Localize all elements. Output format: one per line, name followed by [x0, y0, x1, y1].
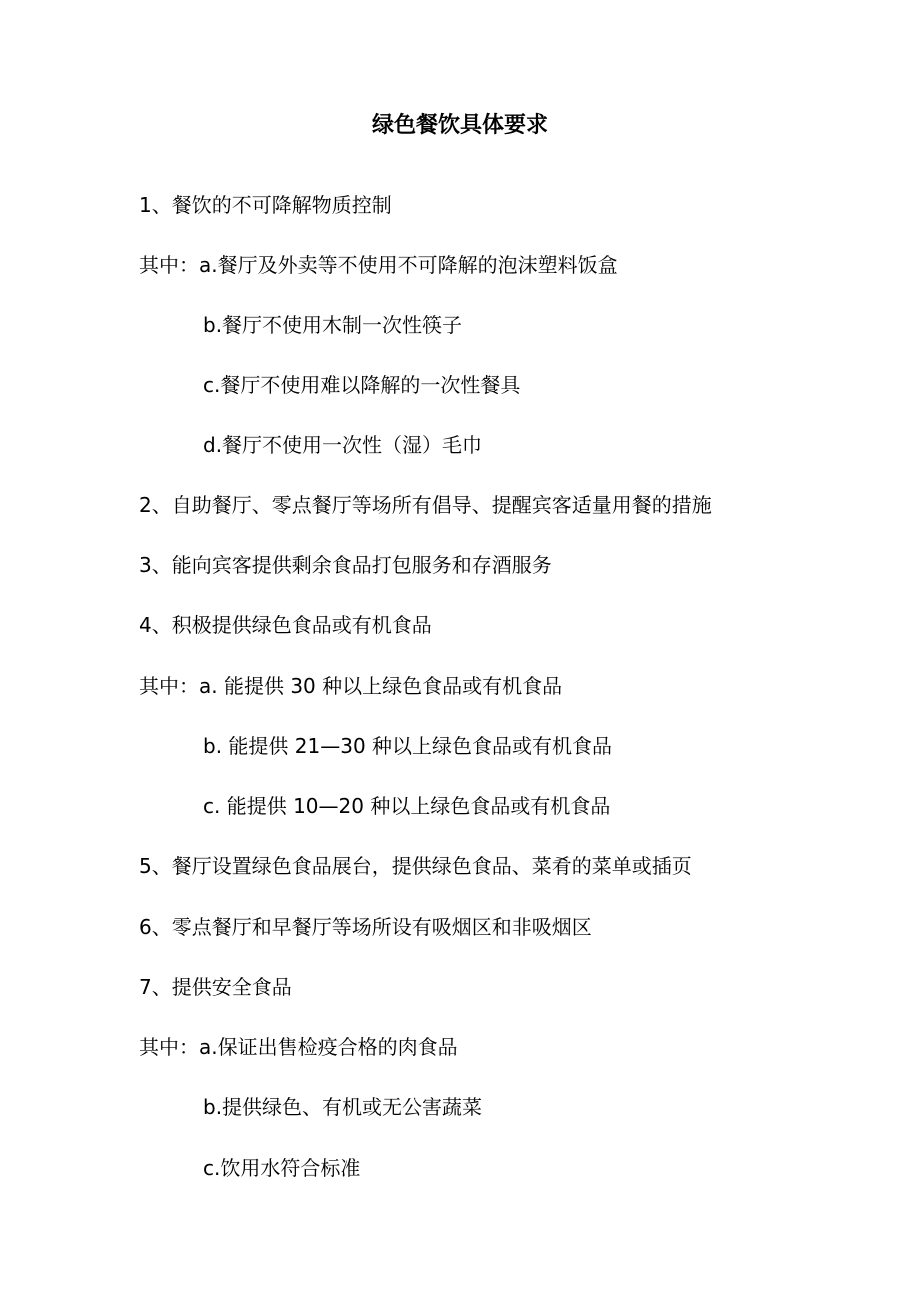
item-1-sub-b: b.餐厅不使用木制一次性筷子	[203, 313, 463, 337]
item-4: 4、积极提供绿色食品或有机食品	[139, 613, 432, 637]
item-2: 2、自助餐厅、零点餐厅等场所有倡导、提醒宾客适量用餐的措施	[139, 493, 712, 517]
item-1: 1、餐饮的不可降解物质控制	[139, 193, 392, 217]
item-3: 3、能向宾客提供剩余食品打包服务和存酒服务	[139, 553, 552, 577]
item-7-sub-a: 其中：a.保证出售检疫合格的肉食品	[139, 1035, 458, 1059]
item-1-sub-c: c.餐厅不使用难以降解的一次性餐具	[203, 373, 521, 397]
item-6: 6、零点餐厅和早餐厅等场所设有吸烟区和非吸烟区	[139, 915, 592, 939]
item-5: 5、餐厅设置绿色食品展台，提供绿色食品、菜肴的菜单或插页	[139, 854, 692, 878]
item-4-sub-b: b. 能提供 21—30 种以上绿色食品或有机食品	[203, 734, 613, 758]
item-7-sub-c: c.饮用水符合标准	[203, 1156, 361, 1180]
item-7: 7、提供安全食品	[139, 975, 292, 999]
item-4-sub-a: 其中：a. 能提供 30 种以上绿色食品或有机食品	[139, 674, 563, 698]
item-1-sub-d: d.餐厅不使用一次性（湿）毛巾	[203, 433, 483, 457]
item-7-sub-b: b.提供绿色、有机或无公害蔬菜	[203, 1095, 483, 1119]
item-1-sub-a: 其中：a.餐厅及外卖等不使用不可降解的泡沫塑料饭盒	[139, 253, 618, 277]
page-title: 绿色餐饮具体要求	[371, 113, 548, 138]
item-4-sub-c: c. 能提供 10—20 种以上绿色食品或有机食品	[203, 794, 611, 818]
